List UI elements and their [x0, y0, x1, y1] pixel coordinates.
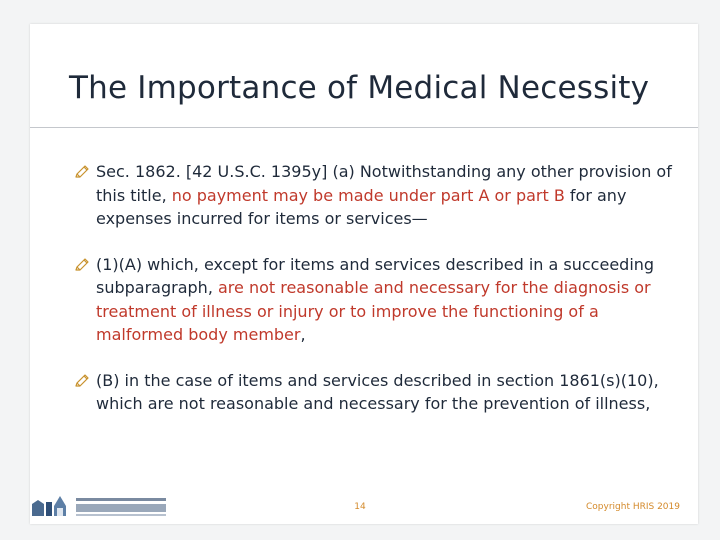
bullet-2-text-plain-b: ,	[300, 325, 306, 344]
bullet-3-text: (B) in the case of items and services described in section 1861(s)(10), which are not reasonable and necessary for the prevention of illness,	[96, 370, 659, 413]
bullet-2-text-emphasis: are not reasonable and necessary for the diagnosis or treatment of illness or injury or to improve the functioning of a malformed body member	[96, 278, 651, 344]
pencil-icon	[74, 257, 90, 273]
bullet-item-2	[74, 253, 674, 347]
bullet-list	[74, 160, 674, 416]
bullet-1-text-plain-a: Sec. 1862. [42 U.S.C. 1395y] (a) Notwithstanding any other provision of this title,	[96, 162, 672, 205]
organization-logo	[30, 492, 170, 518]
bullet-1-text-emphasis: no payment may be made under part A or part B	[171, 185, 565, 205]
page-number: 14	[354, 502, 366, 512]
bullet-2-text-plain-a: (1)(A) which, except for items and services described in a succeeding subparagraph,	[96, 254, 655, 297]
pencil-icon	[74, 373, 90, 389]
copyright-text: Copyright HRIS 2019	[586, 502, 680, 512]
bullet-item-1	[74, 160, 674, 231]
bullet-item-3	[74, 369, 674, 416]
slide-title: The Importance of Medical Necessity	[69, 70, 650, 106]
bullet-1-text-plain-b: for any expenses incurred for items or services—	[96, 185, 627, 228]
pencil-icon	[74, 164, 90, 180]
title-divider	[30, 127, 698, 128]
